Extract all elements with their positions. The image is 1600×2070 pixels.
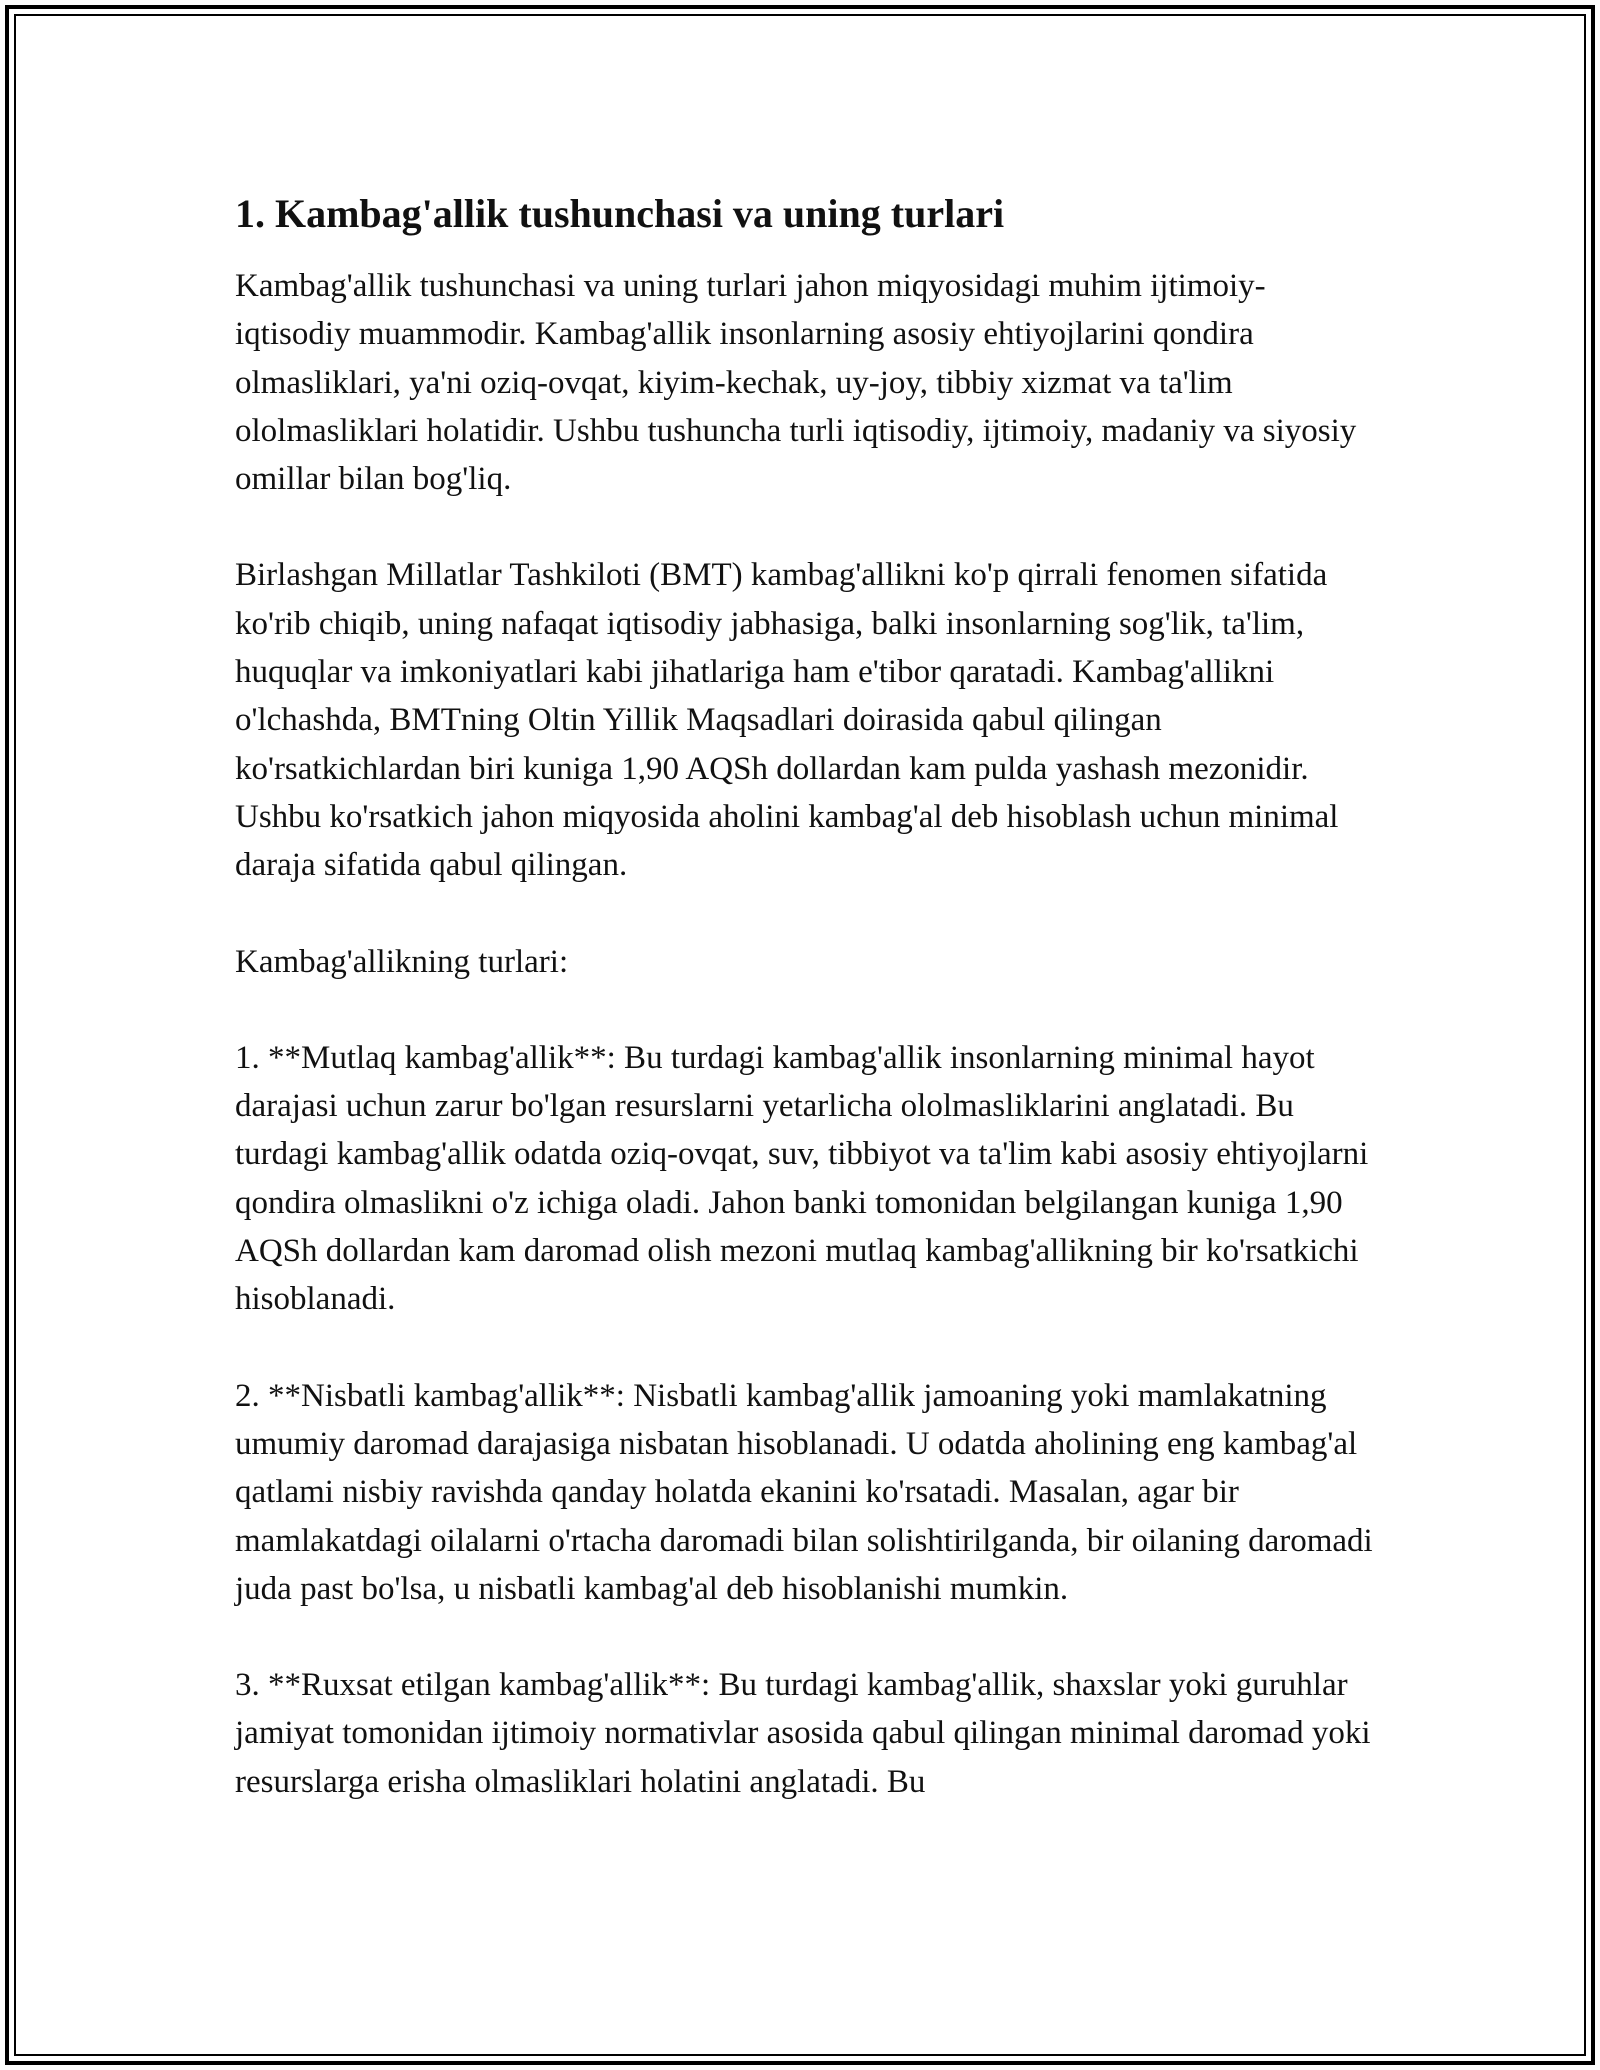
paragraph-relative-poverty: 2. **Nisbatli kambag'allik**: Nisbatli kambag'allik jamoaning yoki mamlakatning umumiy daromad darajasiga nisbatan hisoblanadi. U odatda aholining eng kambag'al qatlami nisbiy ravishda qanday holatda ekanini ko'rsatadi. Masalan, agar bir mamlakatdagi oilalarni o'rtacha daromadi bilan solishtirilganda, bir oilaning daromadi juda past bo'lsa, u nisbatli kambag'al deb hisoblanishi mumkin. [235,1377,1373,1607]
document-body [235,188,1375,1854]
paragraph-absolute-poverty: 1. **Mutlaq kambag'allik**: Bu turdagi kambag'allik insonlarning minimal hayot darajasi uchun zarur bo'lgan resurslarni yetarlicha ololmasliklarini anglatadi. Bu turdagi kambag'allik odatda oziq-ovqat, suv, tibbiyot va ta'lim kabi asosiy ehtiyojlarni qondira olmaslikni o'z ichiga oladi. Jahon banki tomonidan belgilangan kuniga 1,90 AQSh dollardan kam daromad olish mezoni mutlaq kambag'allikning bir ko'rsatkichi hisoblanadi. [235,1039,1369,1318]
section-heading: 1. Kambag'allik tushunchasi va uning turlari [235,191,1005,236]
paragraph-bmt: Birlashgan Millatlar Tashkiloti (BMT) kambag'allikni ko'p qirrali fenomen sifatida ko'rib chiqib, uning nafaqat iqtisodiy jabhasiga, balki insonlarning sog'lik, ta'lim, huquqlar va imkoniyatlari kabi jihatlariga ham e'tibor qaratadi. Kambag'allikni o'lchashda, BMTning Oltin Yillik Maqsadlari doirasida qabul qilingan ko'rsatkichlardan biri kuniga 1,90 AQSh dollardan kam pulda yashash mezonidir. Ushbu ko'rsatkich jahon miqyosida aholini kambag'al deb hisoblash uchun minimal daraja sifatida qabul qilingan. [235,557,1339,884]
paragraph-intro: Kambag'allik tushunchasi va uning turlari jahon miqyosidagi muhim ijtimoiy-iqtisodiy muammodir. Kambag'allik insonlarning asosiy ehtiyojlarini qondira olmasliklari, ya'ni oziq-ovqat, kiyim-kechak, uy-joy, tibbiy xizmat va ta'lim ololmasliklari holatidir. Ushbu tushuncha turli iqtisodiy, ijtimoiy, madaniy va siyosiy omillar bilan bog'liq. [235,268,1357,498]
paragraph-permitted-poverty: 3. **Ruxsat etilgan kambag'allik**: Bu turdagi kambag'allik, shaxslar yoki guruhlar jamiyat tomonidan ijtimoiy normativlar asosida qabul qilingan minimal daromad yoki resurslarga erisha olmasliklari holatini anglatadi. Bu [235,1667,1371,1800]
paragraph-types-intro: Kambag'allikning turlari: [235,943,569,980]
